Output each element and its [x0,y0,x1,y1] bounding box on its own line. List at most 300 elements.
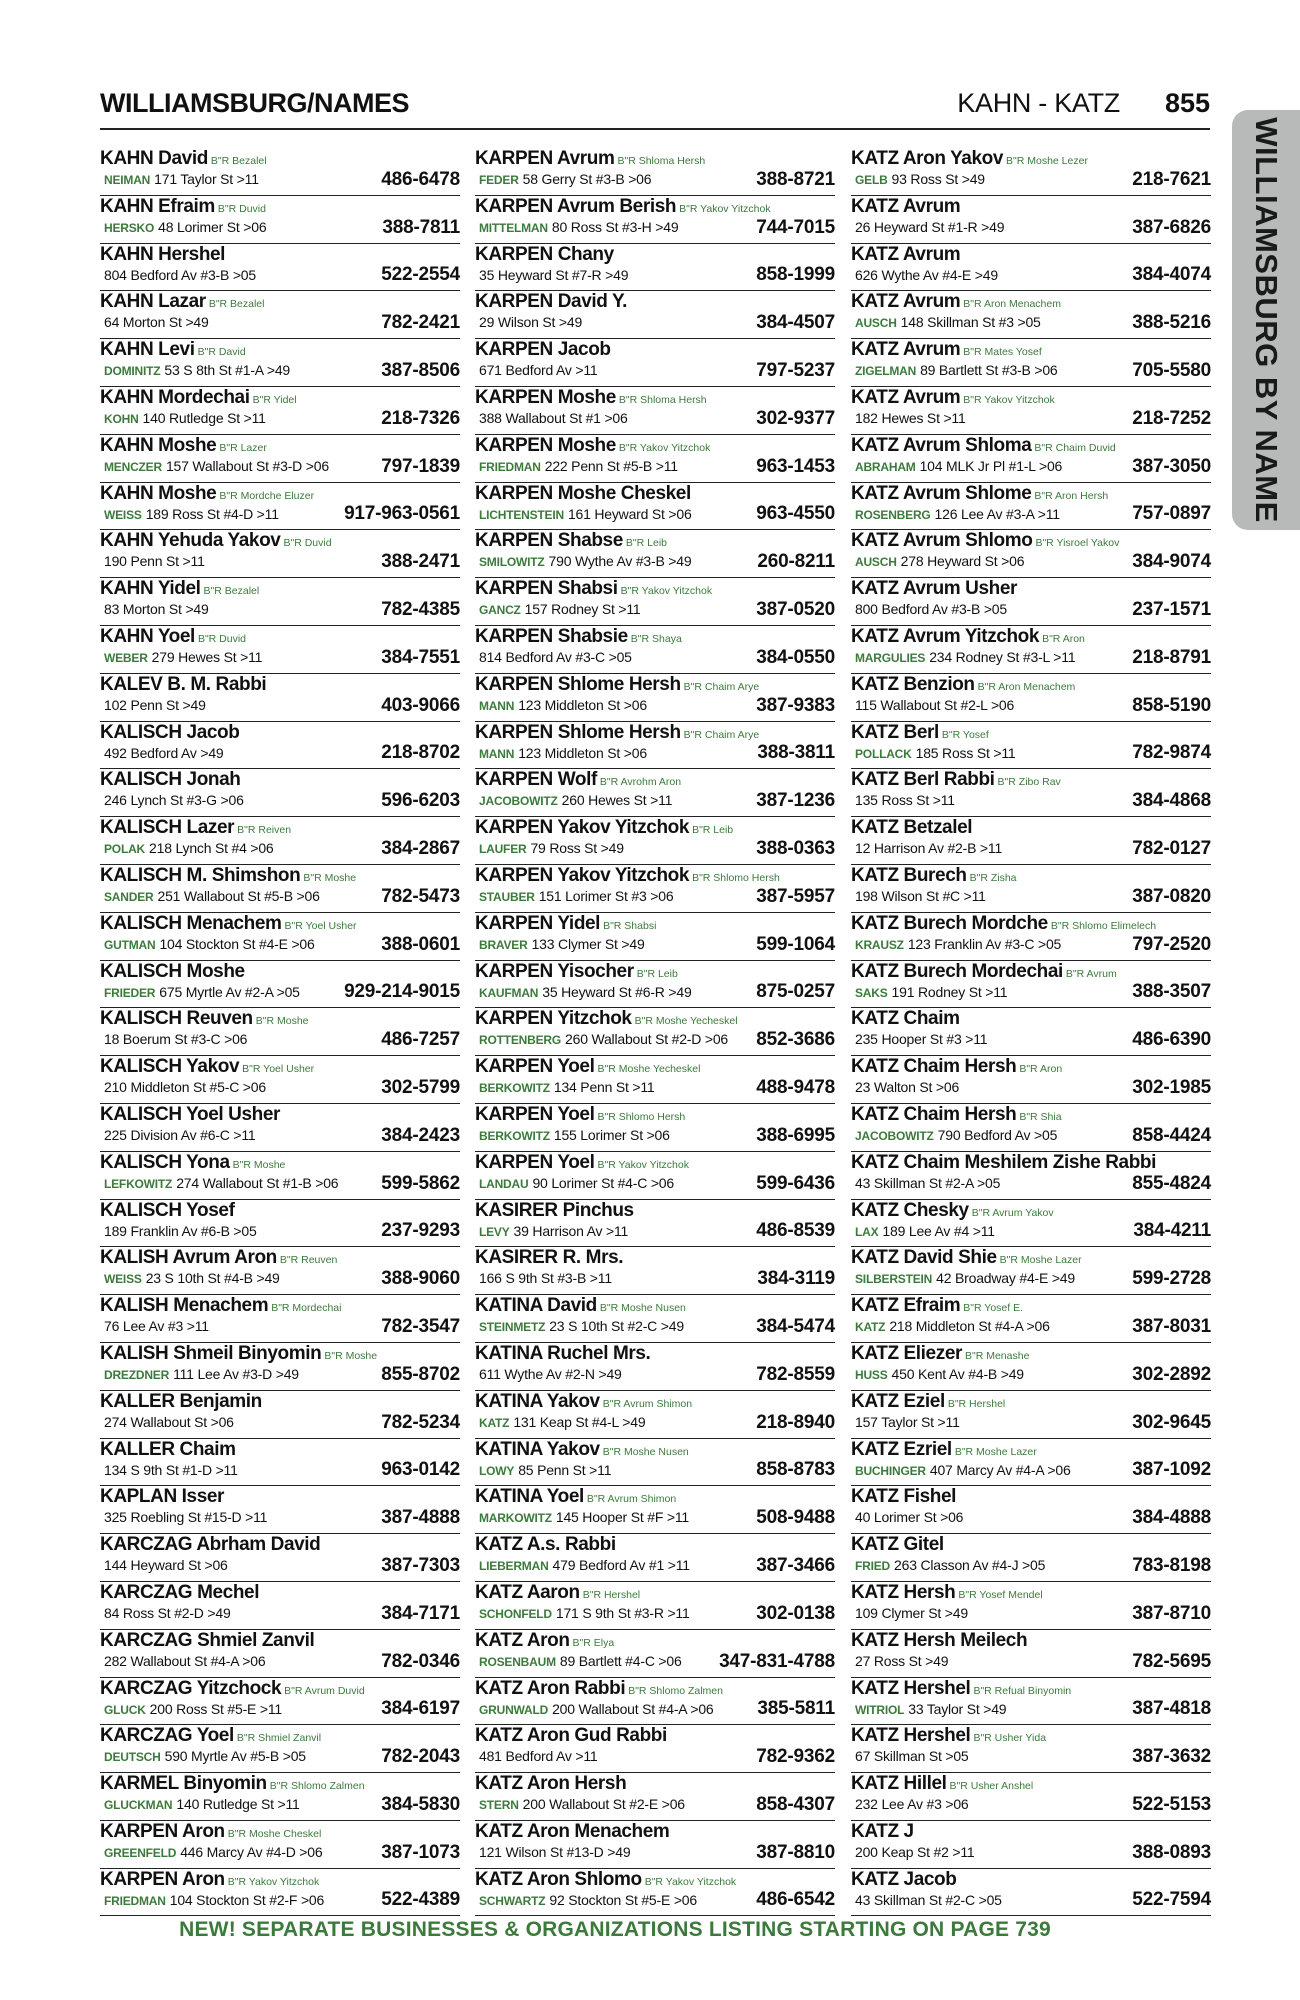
entry-phone: 782-2043 [377,1746,460,1768]
entry-name-line [100,339,246,363]
entry-address-line [855,1604,968,1622]
entry-address: 157 Rodney St >11 [524,601,641,618]
entry-name: KATINA David [475,1295,597,1317]
listing-entry [851,578,1211,626]
entry-name: KARPEN Moshe [475,434,616,456]
entry-name-line [475,1295,686,1319]
side-tab [1232,110,1300,530]
entry-address-line [855,1317,1050,1336]
entry-address-line [479,839,624,858]
entry-phone: 387-5957 [752,886,835,908]
entry-address-line [479,887,673,906]
entry-name-line [475,339,611,361]
listing-entry [100,1821,460,1869]
listing-entry [475,722,835,770]
entry-maiden-name: BUCHINGER [855,1463,926,1478]
entry-address-line [479,1891,697,1910]
entry-address-line [104,1269,280,1288]
entry-address: 131 Keap St #4-L >49 [513,1413,646,1430]
entry-name: KATZ Chaim Hersh [851,1056,1017,1078]
entry-address-line [479,505,692,524]
listing-entry [475,435,835,483]
entry-address-line [855,791,955,809]
listing-entry [475,1869,835,1917]
listing-entry [851,1821,1211,1869]
entry-maiden-name: BRAVER [479,937,528,952]
entry-address-line [855,1747,969,1765]
entry-name-line [100,1200,235,1222]
entry-phone: 963-4550 [752,503,835,525]
entry-name: KATZ Avrum [851,195,961,217]
entry-address-line [479,1556,690,1575]
entry-address: 140 Rutledge St >11 [176,1796,300,1813]
entry-father-name: B"R Chaim Arye [683,680,760,693]
listing-entry [475,387,835,435]
entry-name: KATINA Yakov [475,1438,600,1460]
entry-phone: 388-3811 [753,742,835,764]
entry-name: KATZ Aron [475,1629,570,1651]
entry-phone: 387-1073 [377,1842,460,1864]
listing-column-1 [100,148,460,1916]
listing-entry [475,1534,835,1582]
entry-phone: 218-7326 [377,408,460,430]
entry-address: 121 Wilson St #13-D >49 [479,1843,631,1860]
entry-name-line [851,1056,1062,1080]
entry-name-line [851,148,1088,172]
entry-maiden-name: ROTTENBERG [479,1033,562,1048]
entry-father-name: B"R Aron [1042,632,1085,645]
listing-entry [851,1773,1211,1821]
entry-name: KALISCH Yona [100,1151,230,1173]
entry-father-name: B"R Moshe Lazer [954,1445,1037,1458]
entry-name: KATZ Hersh [851,1581,956,1603]
entry-maiden-name: SANDER [104,889,154,904]
entry-phone: 237-9293 [377,1220,460,1242]
entry-address-line [479,600,641,619]
listing-entry [100,530,460,578]
entry-address: 111 Lee Av #3-D >49 [173,1365,299,1382]
entry-name: KARPEN Jacob [475,339,611,361]
entry-maiden-name: GELB [855,173,888,187]
page-number: 855 [1164,88,1210,118]
entry-name: KATZ Avrum [851,339,961,361]
listing-entry [475,961,835,1009]
entry-address: 35 Heyward St #7-R >49 [479,266,629,283]
entry-address: 263 Classon Av #4-J >05 [894,1557,1046,1574]
entry-address: 611 Wythe Av #2-N >49 [479,1365,622,1382]
entry-address-line [855,409,966,427]
entry-father-name: B"R Hershel [582,1588,641,1601]
entry-address: 325 Roebling St #15-D >11 [104,1509,268,1526]
entry-name-line [100,1343,377,1367]
entry-address-line [855,505,1060,524]
entry-phone: 522-4389 [377,1889,460,1911]
listing-entry [475,1152,835,1200]
entry-name: KALISCH Yoel Usher [100,1103,281,1125]
entry-address: 115 Wallabout St #2-L >06 [855,696,1015,713]
entry-name-line [100,1247,337,1271]
entry-name: KARCZAG Yoel [100,1725,234,1747]
entry-name: KALISCH Yakov [100,1056,240,1078]
entry-name-line [475,578,712,602]
entry-name: KATZ Fishel [851,1486,957,1508]
entry-father-name: B"R Moshe [303,871,357,884]
entry-phone: 963-1453 [752,456,835,478]
entry-name: KATZ Aaron [475,1581,580,1603]
entry-father-name: B"R Moshe [232,1158,286,1171]
side-tab-label: WILLIAMSBURG BY NAME [1249,117,1284,523]
entry-father-name: B"R Yakov Yitzchok [620,585,713,598]
entry-maiden-name: MARGULIES [855,650,926,665]
entry-father-name: B"R Moshe Nusen [602,1445,689,1458]
entry-phone: 302-5799 [377,1077,460,1099]
entry-name-line [100,1486,224,1508]
listing-entry [100,483,460,531]
entry-name: KALISCH Jacob [100,721,240,743]
entry-name-line [851,291,1061,315]
entry-address-line [479,791,672,810]
entry-address-line [104,505,279,524]
entry-name: KARPEN David Y. [475,291,628,313]
entry-maiden-name: GREENFELD [104,1845,177,1860]
entry-name-line [475,1439,689,1463]
entry-address: 89 Bartlett #4-C >06 [559,1652,682,1669]
entry-name: KATZ Eliezer [851,1342,962,1364]
entry-father-name: B"R Yakov Yitzchok [618,441,711,454]
entry-name-line [475,1821,669,1843]
listing-entry [851,483,1211,531]
listing-entry [100,961,460,1009]
entry-address: 481 Bedford Av >11 [479,1748,598,1765]
entry-father-name: B"R Chaim Arye [683,728,760,741]
entry-name-line [851,1104,1062,1128]
entry-name: KATZ Burech Mordche [851,912,1048,934]
entry-address: 104 Stockton St #2-F >06 [169,1891,325,1908]
entry-address: 123 Middleton St >06 [518,744,647,761]
entry-address: 42 Broadway #4-E >49 [936,1270,1075,1287]
entry-name: KATZ Ezriel [851,1438,952,1460]
listing-entry [100,1486,460,1534]
entry-name-line [475,1534,616,1556]
entry-name: KATZ Efraim [851,1295,961,1317]
listing-entry [851,1869,1211,1917]
entry-father-name: B"R Yoel Usher [242,1063,315,1076]
entry-maiden-name: AUSCH [855,316,897,331]
entry-address: 225 Division Av #6-C >11 [104,1126,256,1143]
entry-name: KALLER Benjamin [100,1390,262,1412]
entry-address: 89 Bartlett St #3-B >06 [920,362,1058,379]
entry-name-line [475,1486,676,1510]
listing-entry [475,674,835,722]
listing-entry [100,913,460,961]
entry-address: 134 S 9th St #1-D >11 [104,1461,238,1478]
listing-entry [475,578,835,626]
entry-address: 200 Keap St #2 >11 [855,1843,975,1860]
entry-address: 626 Wythe Av #4-E >49 [855,266,998,283]
entry-name: KATZ Berl [851,721,939,743]
entry-name: KALISCH Reuven [100,1008,253,1030]
entry-phone: 858-4307 [752,1794,835,1816]
entry-name-line [851,674,1075,698]
entry-maiden-name: AUSCH [855,555,897,570]
entry-address-line [479,1078,655,1097]
entry-father-name: B"R Elya [572,1636,615,1649]
entry-father-name: B"R Bezalel [208,298,265,311]
entry-address: 675 Myrtle Av #2-A >05 [159,983,300,1000]
entry-address: 39 Harrison Av >11 [513,1222,629,1239]
entry-phone: 387-3466 [752,1555,835,1577]
entry-name-line [851,387,1055,411]
entry-name-line [851,1439,1037,1463]
entry-address: 790 Wythe Av #3-B >49 [548,553,692,570]
entry-name-line [851,1008,960,1030]
entry-name: KATZ Aron Rabbi [475,1677,626,1699]
page-header [100,88,1210,124]
entry-address-line [104,696,206,714]
entry-address: 64 Morton St >49 [104,314,209,331]
entry-name-line [100,387,297,411]
entry-name-line [475,244,614,266]
entry-address-line [104,1700,282,1719]
entry-address: 814 Bedford Av #3-C >05 [479,648,632,665]
listing-entry [100,435,460,483]
entry-address: 18 Boerum St #3-C >06 [104,1031,248,1048]
entry-phone: 522-5153 [1128,1794,1211,1816]
entry-address: 148 Skillman St #3 >05 [900,314,1041,331]
entry-father-name: B"R Moshe Cheskel [227,1827,322,1840]
entry-father-name: B"R Shlomo Zalmen [628,1684,723,1697]
entry-phone: 384-0550 [752,647,835,669]
entry-address: 104 Stockton St #4-E >06 [159,935,315,952]
entry-phone: 599-6436 [752,1173,835,1195]
entry-address: 123 Middleton St >06 [518,696,647,713]
listing-entry [100,1008,460,1056]
entry-address-line [855,1078,959,1096]
entry-address-line [104,1891,324,1910]
entry-name: KATZ Gitel [851,1534,944,1556]
entry-address: 67 Skillman St >05 [855,1748,969,1765]
entry-phone: 797-5237 [752,360,835,382]
entry-father-name: B"R Reuven [279,1254,338,1267]
listing-entry [100,674,460,722]
listing-entry [475,1391,835,1439]
entry-address: 123 Franklin Av #3-C >05 [907,935,1062,952]
entry-father-name: B"R Lazer [219,441,267,454]
entry-address: 189 Franklin Av #6-B >05 [104,1222,257,1239]
entry-address-line [855,983,1007,1002]
entry-address-line [479,266,628,284]
entry-name-line [475,674,759,698]
entry-phone: 384-4888 [1128,1507,1211,1529]
entry-name-line [100,291,264,315]
listing-entry [100,578,460,626]
entry-phone: 782-4385 [377,599,460,621]
entry-phone: 852-3686 [752,1029,835,1051]
entry-phone: 387-7303 [377,1555,460,1577]
entry-name-line [851,1630,1027,1652]
entry-name-line [475,722,759,746]
entry-address-line [855,1891,1002,1909]
entry-father-name: B"R Aron Menachem [977,680,1076,693]
listing-entry [851,626,1211,674]
entry-name-line [851,1534,944,1556]
entry-address-line [479,1843,630,1861]
entry-name-line [851,1678,1071,1702]
entry-name: KATZ Avrum Usher [851,578,1018,600]
entry-name: KATZ Chaim Meshilem Zishe Rabbi [851,1151,1157,1173]
entry-name: KARCZAG Shmiel Zanvil [100,1629,315,1651]
entry-phone: 302-2892 [1128,1364,1211,1386]
listing-entry [475,769,835,817]
listing-entry [851,674,1211,722]
entry-maiden-name: KRAUSZ [855,937,904,952]
entry-name-line [851,1725,1046,1749]
entry-maiden-name: WEBER [104,650,148,665]
entry-maiden-name: SCHONFELD [479,1606,552,1621]
entry-address-line [479,1747,597,1765]
entry-address: 151 Lorimer St #3 >06 [538,887,674,904]
entry-maiden-name: ROSENBAUM [479,1654,556,1669]
entry-father-name: B"R Shmiel Zanvil [236,1732,322,1745]
entry-phone: 782-0346 [377,1651,460,1673]
entry-maiden-name: LEFKOWITZ [104,1176,173,1191]
entry-name-line [851,435,1116,459]
entry-name-line [475,1773,626,1795]
entry-name: KARPEN Yidel [475,912,601,934]
entry-phone: 797-2520 [1128,934,1211,956]
entry-name-line [475,387,707,411]
entry-name: KATZ Burech [851,864,967,886]
entry-address-line [479,1700,714,1719]
entry-phone: 522-2554 [377,264,460,286]
listing-entry [851,1056,1211,1104]
listing-entry [475,339,835,387]
listing-entry [100,626,460,674]
entry-maiden-name: POLLACK [855,746,912,761]
entry-name-line [851,1773,1033,1797]
entry-address: 804 Bedford Av #3-B >05 [104,266,256,283]
entry-father-name: B"R Reiven [237,824,292,837]
listing-entry [851,1678,1211,1726]
entry-name-line [100,1152,285,1176]
entry-name: KATZ Hillel [851,1773,947,1795]
listing-entry [475,291,835,339]
entry-address: 133 Clymer St >49 [531,935,645,952]
listing-entry [851,196,1211,244]
entry-address: 182 Hewes St >11 [855,409,966,426]
entry-address-line [104,791,244,809]
listing-entry [100,339,460,387]
listing-entry [851,961,1211,1009]
entry-address: 200 Wallabout St #2-E >06 [522,1796,685,1813]
listing-entry [100,1678,460,1726]
entry-name-line [851,1391,1005,1415]
entry-address: 26 Heyward St #1-R >49 [855,218,1005,235]
entry-phone: 388-0363 [752,838,835,860]
entry-phone: 705-5580 [1128,360,1211,382]
listing-entry [100,387,460,435]
listing-entry [475,1247,835,1295]
entry-name: KASIRER Pinchus [475,1199,634,1221]
entry-maiden-name: LIEBERMAN [479,1559,549,1574]
entry-name-line [851,1486,956,1508]
entry-address: 93 Ross St >49 [891,171,985,187]
entry-address: 800 Bedford Av #3-B >05 [855,601,1007,618]
entry-address: 157 Wallabout St #3-D >06 [165,457,329,474]
entry-address-line [479,696,647,715]
entry-address-line [479,744,647,763]
entry-name-line [851,1343,1029,1367]
entry-address: 279 Hewes St >11 [151,648,263,665]
entry-address-line [479,409,628,427]
entry-phone: 237-1571 [1128,599,1211,621]
entry-phone: 855-8702 [377,1364,460,1386]
entry-maiden-name: KOHN [104,411,139,426]
entry-address: 85 Penn St >11 [518,1461,612,1478]
entry-name-line [851,1582,1043,1606]
entry-name: KAHN Moshe [100,434,217,456]
entry-address-line [855,1174,1000,1192]
entry-phone: 384-4507 [752,312,835,334]
entry-father-name: B"R Zisha [969,871,1017,884]
entry-name: KALISCH Menachem [100,912,282,934]
entry-father-name: B"R Avrohm Aron [599,776,682,789]
entry-address: 450 Kent Av #4-B >49 [891,1365,1024,1382]
entry-father-name: B"R Shia [1019,1110,1062,1123]
entry-name: KATZ Aron Shlomo [475,1868,642,1890]
entry-phone: 782-5234 [377,1412,460,1434]
entry-address-line [479,218,678,237]
entry-address-line [855,1269,1075,1288]
listing-entry [851,530,1211,578]
entry-maiden-name: LANDAU [479,1176,529,1191]
entry-maiden-name: WITRIOL [855,1702,905,1717]
listing-entry [851,1391,1211,1439]
entry-name: KAHN Moshe [100,482,217,504]
entry-address-line [479,1795,685,1814]
entry-phone: 384-7171 [377,1603,460,1625]
entry-address-line [479,935,645,954]
entry-maiden-name: SCHWARTZ [479,1893,546,1908]
entry-name-line [100,961,245,983]
entry-maiden-name: ZIGELMAN [855,364,917,379]
entry-name: KALISCH Lazer [100,817,235,839]
entry-phone: 486-6390 [1128,1029,1211,1051]
entry-father-name: B"R Shloma Hersh [617,155,706,167]
entry-father-name: B"R Menashe [964,1349,1030,1362]
entry-phone: 384-3119 [753,1268,835,1290]
entry-name: KALISH Menachem [100,1295,269,1317]
entry-name-line [100,1678,365,1702]
listing-entry [100,196,460,244]
entry-phone: 782-5695 [1128,1651,1211,1673]
entry-phone: 384-9074 [1128,551,1211,573]
listing-entry [100,1534,460,1582]
entry-name: KALEV B. M. Rabbi [100,673,267,695]
entry-name: KAPLAN Isser [100,1486,225,1508]
entry-address-line [855,1365,1024,1384]
entry-address: 29 Wilson St >49 [479,314,583,331]
entry-name: KATZ Hersh Meilech [851,1629,1028,1651]
listing-entry [100,1056,460,1104]
entry-name: KATZ Avrum [851,386,961,408]
entry-name-line [100,1869,319,1893]
entry-maiden-name: BERKOWITZ [479,1128,550,1143]
listing-entry [851,1343,1211,1391]
entry-address: 185 Ross St >11 [915,744,1016,761]
entry-address: 140 Rutledge St >11 [142,409,266,426]
entry-maiden-name: GANCZ [479,603,521,618]
